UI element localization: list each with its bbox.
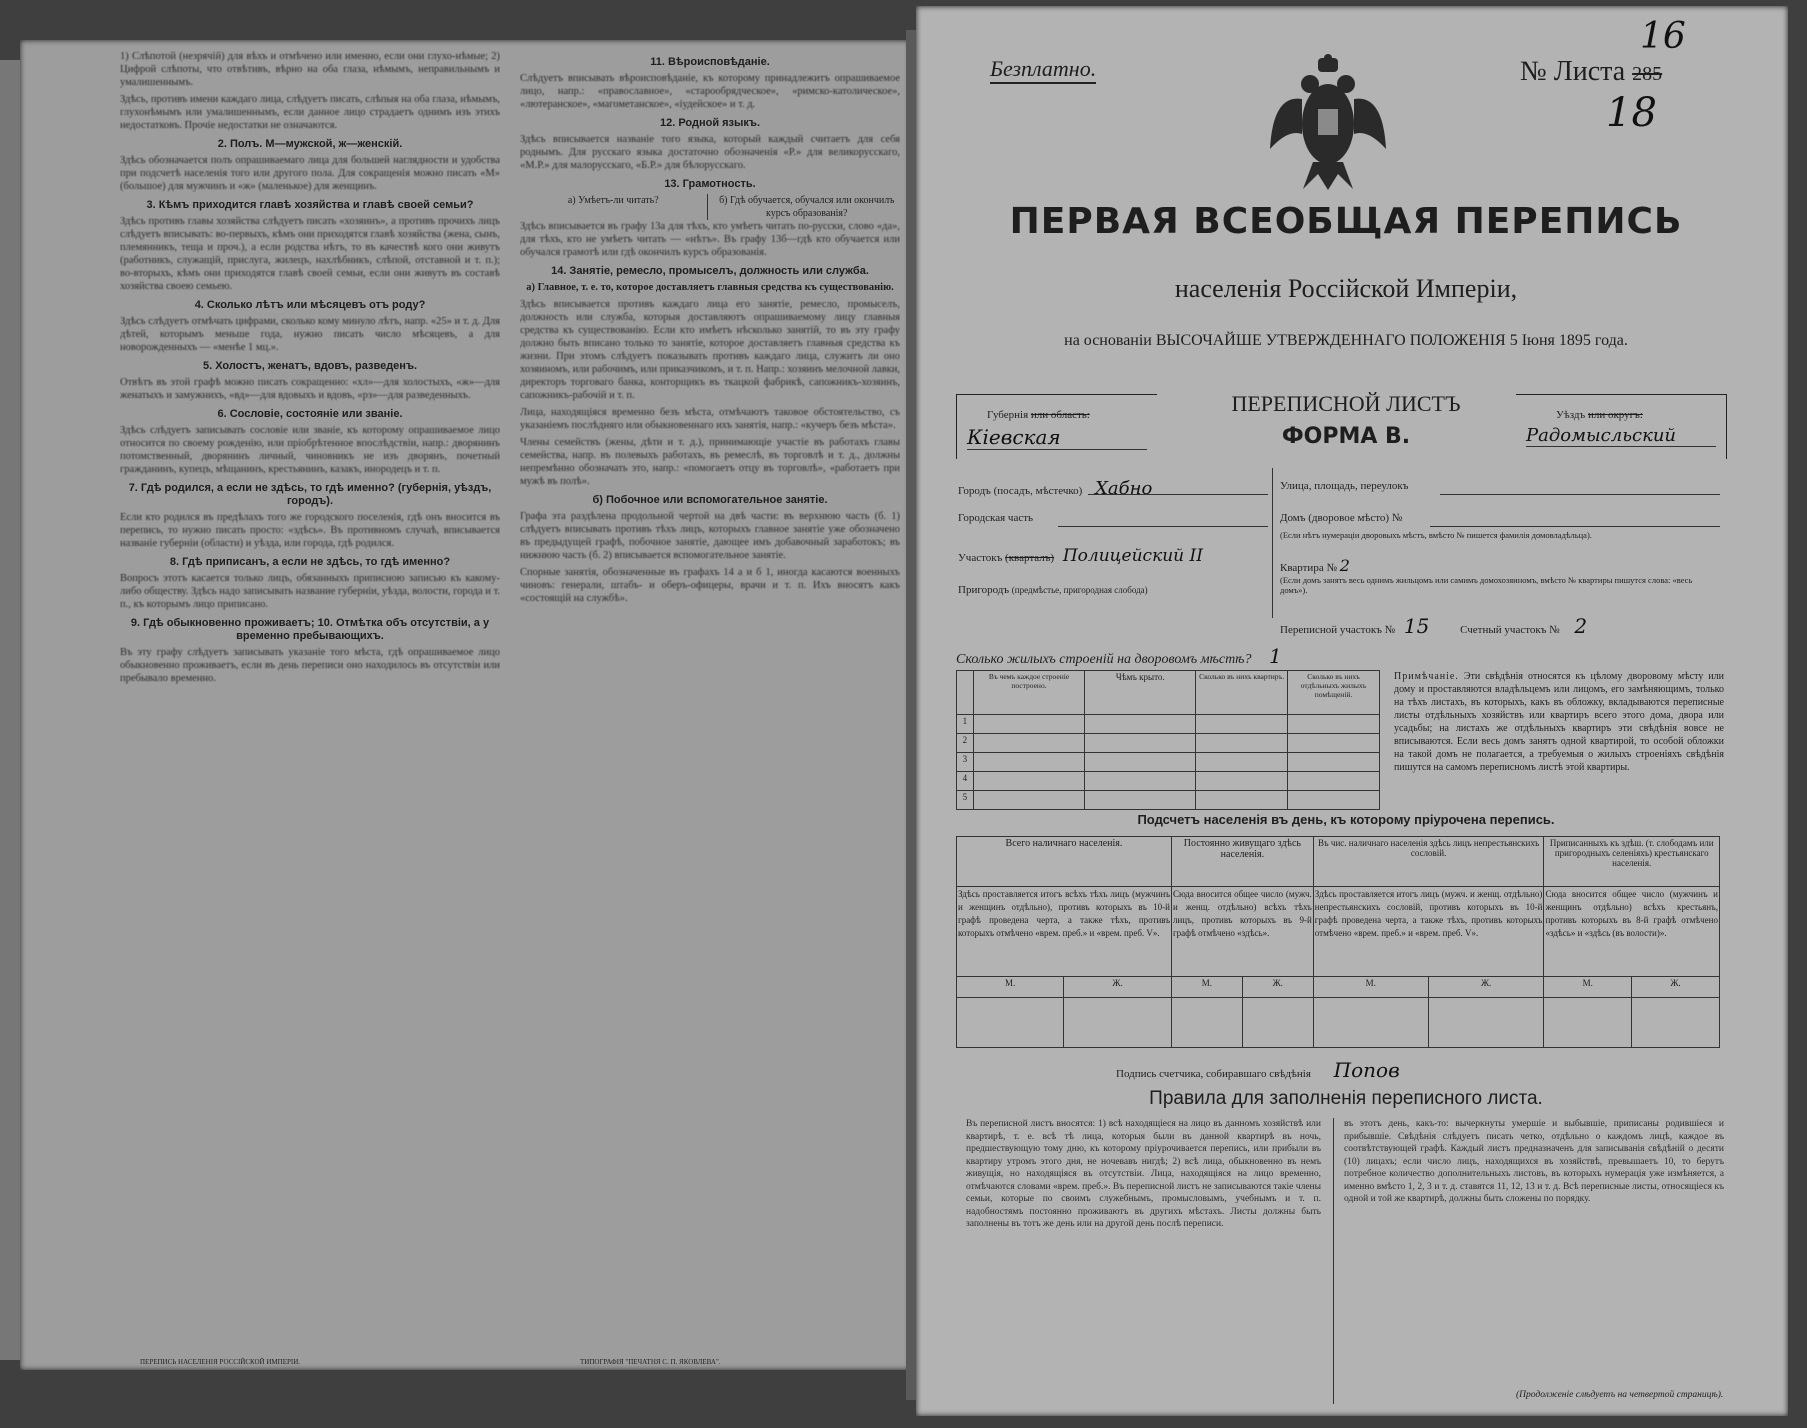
table-cell [1085,714,1196,733]
col2-h13a: а) Умѣетъ-ли читать? [520,194,708,220]
house-row [1280,512,1720,540]
col1-p7: Если кто родился въ предѣлахъ того же городского поселенія, гдѣ онъ вносится въ перепись, то нужно писать просто: «здѣсь». Въ противномъ случаѣ, вписывается названіе губерніи (области) и уѣзда, или города, гдѣ родился. [120,512,500,549]
sheet-number [1520,56,1662,88]
table-cell [1313,998,1428,1048]
city-line [1088,494,1268,495]
uezd-box [1516,394,1727,459]
table-cell [1428,998,1544,1048]
uchastok-row [958,546,1268,566]
podschet-table [956,836,1720,1048]
stroeniya-label: Сколько жилыхъ строеній на дворовомъ мѣстѣ? [956,652,1252,667]
podschet-t2: Сюда вносится общее число (мужч. и женщ. отдѣльно) всѣхъ тѣхъ лицъ, противъ которыхъ въ 9-й графѣ отмѣчено «здѣсь». [1171,887,1313,977]
stroeniya-value: 1 [1269,644,1282,668]
podschet-zh-4: Ж. [1631,977,1719,998]
podschet-mzh-row [957,977,1720,998]
signature-value: Попов [1333,1058,1400,1082]
stroeniya-table-row [957,733,1380,752]
col1-p6: Здѣсь слѣдуетъ записывать сословіе или званіе, къ которому опрашиваемое лицо относится по своему рожденію, или пріобрѣтенное впослѣдствіи, напр.: дворянинъ потомственный, дворянинъ личный, чиновникъ не изъ дворянъ, почетный гражданинъ, купецъ, мѣщанинъ, крестьянинъ, казакъ, инородецъ и т. п. [120,425,500,475]
col2-h14-sub: а) Главное, т. е. то, которое доставляетъ главныя средства къ существованію. [526,282,894,293]
city-part-line [1058,526,1268,527]
note-block [1394,670,1724,774]
guberniya-value: Кiевская [967,425,1147,450]
table-cell [1631,998,1719,1048]
col1-p9: Въ эту графу слѣдуетъ записывать указаніе того мѣста, гдѣ опрашиваемое лицо обыкновенно проживаетъ, если въ день переписи оно находилось въ отсутствіи или пребывало временно. [120,647,500,684]
stroeniya-table-header [957,671,1380,715]
col2-h12: 12. Родной языкъ. [659,117,760,129]
stroeniya-table-row [957,714,1380,733]
form-subtitle: ФОРМА В. [1281,424,1411,449]
uchastok-struck: (кварталъ) [1005,552,1055,564]
right-page [916,6,1788,1416]
rules-title: Правила для заполненія переписного листа. [1149,1088,1543,1109]
table-cell [1085,733,1196,752]
sheet-number-handwritten: 18 [1606,90,1657,136]
col1-p1: Здѣсь, противъ имени каждаго лица, слѣдуетъ писать, слѣпыя на оба глаза, нѣмымъ, глухонѣмымъ или умалишеннымъ, если данное лицо страдаетъ однимъ изъ этихъ недостатковъ. Прочіе недостатки не означаются. [120,94,500,131]
stroeniya-num-header [957,671,974,715]
double-headed-eagle-emblem [1268,54,1388,194]
col2-h11: 11. Вѣроисповѣданіе. [650,56,770,68]
house-note: (Если нѣтъ нумераціи дворовыхъ мѣстъ, вмѣсто № пишется фамилія домовладѣльца). [1280,530,1592,540]
podschet-m-2: М. [1171,977,1242,998]
table-cell [1288,790,1380,809]
kvartira-note: (Если домъ занятъ весь однимъ жильцомъ или самимъ домохозяиномъ, вмѣсто № квартиры пишутся слова: «весь домъ»). [1280,575,1693,595]
table-cell [1196,752,1288,771]
col1-p8: Вопросъ этотъ касается только лицъ, обязанныхъ приписною записью къ какому-либо обществу. Здѣсь надо записывать название губерніи, уѣзда, волости, города и т. п., къ которымъ лицо приписано. [120,573,500,610]
table-cell [1085,771,1196,790]
kvartira-label: Квартира № [1280,562,1337,574]
col2-p14c: Члены семействъ (жены, дѣти и т. д.), принимающіе участіе въ работахъ главы семейства, напр. въ полевыхъ работахъ, въ ремеслѣ, въ торговлѣ и т. д., должны непремѣнно обозначать это, напр.: «помогаетъ отцу въ торговлѣ», «работаетъ при мужѣ въ полѣ». [520,437,900,487]
table-cell [1085,752,1196,771]
col1-h5: 5. Холостъ, женатъ, вдовъ, разведенъ. [202,360,418,372]
form-title: ПЕРЕПИСНОЙ ЛИСТЪ [1231,391,1461,416]
city-part-label: Городская часть [958,512,1034,524]
col1-footer: ПЕРЕПИСЬ НАСЕЛЕНІЯ РОССІЙСКОЙ ИМПЕРІИ. [140,1358,300,1366]
stroeniya-row-num: 5 [957,790,974,809]
kvartira-value: 2 [1339,556,1350,575]
prigorod-note: (предмѣстье, пригородная слобода) [1011,585,1148,595]
left-page-column-1 [120,50,500,1350]
podschet-m-4: М. [1544,977,1632,998]
table-cell [1196,790,1288,809]
col2-h13: 13. Грамотность. [664,178,756,190]
sheet-number-label: № Листа [1520,56,1626,87]
address-divider [1272,468,1273,618]
podschet-m-1: М. [957,977,1064,998]
prigorod-label: Пригородъ [958,584,1010,596]
stroeniya-h1: Въ чемъ каждое строеніе построено. [973,671,1084,715]
col1-p5: Отвѣтъ въ этой графѣ можно писать сокращенно: «хл»—для холостыхъ, «ж»—для женатыхъ и замужнихъ, «вд»—для вдовыхъ и вдовъ, «рз»—для разведенныхъ. [120,377,500,401]
stroeniya-table-row [957,790,1380,809]
podschet-values-row [957,998,1720,1048]
table-cell [1085,790,1196,809]
uchastok-label: Участокъ [958,552,1003,564]
podschet-header-row [957,837,1720,887]
col2-p14: Здѣсь вписывается противъ каждаго лица его занятіе, ремесло, промыселъ, должность или служба, которыя доставляютъ опрашиваемому лицу главныя средства къ существованію. Если кто имѣетъ нѣсколько занятій, то въ эту графу должно быть вписано только то занятіе, которое доставляетъ главныя средства къ жизни. При этомъ слѣдуетъ показывать противъ каждаго лица, служитъ ли оно хозяиномъ, или рабочимъ, или приказчикомъ, и т. п. Напр.: хозяинъ мелочной лавки, директоръ торговаго банка, конторщикъ въ ткацкой фабрикѣ, сапожникъ-хозяинъ, сапожникъ-рабочій и т. п. [520,299,900,401]
street-label: Улица, площадь, переулокъ [1280,480,1409,492]
uezd-value: Радомысльский [1526,425,1716,447]
stroeniya-h2: Чѣмъ крыто. [1085,671,1196,715]
house-label: Домъ (дворовое мѣсто) № [1280,512,1403,524]
corner-handwritten-number: 16 [1640,16,1686,57]
col2-p11: Слѣдуетъ вписывать вѣроисповѣданіе, къ которому принадлежитъ опрашиваемое лицо, напр.: «православное», «старообрядческое», «римско-католическое», «лютеранское», «магометанское», «іудейское» и т. д. [520,73,900,110]
table-cell [973,733,1084,752]
podschet-h1: Всего наличнаго населенія. [957,837,1172,887]
table-cell [1064,998,1172,1048]
col2-p13: Здѣсь вписывается въ графу 13а для тѣхъ, кто умѣетъ читать по-русски, слово «да», для тѣхъ, кто не умѣетъ читать — «нѣтъ». Въ графу 13б—гдѣ кто обучается или обучался грамотѣ или гдѣ окончилъ курсъ образованія. [520,221,900,258]
stroeniya-row-num: 2 [957,733,974,752]
note-text: Эти свѣдѣнія относятся къ цѣлому дворовому мѣсту или дому и проставляются владѣльцемъ или лицомъ, его замѣняющимъ, только на тѣхъ листахъ, въ которыхъ, какъ въ обложку, вкладываются переписные листы отдѣльныхъ хозяйствъ или квартиръ всего этого дома, двора или усадьбы; на листахъ же отдѣльныхъ квартиръ эти свѣдѣнія вовсе не вписываются. Если весь домъ занятъ одной квартирой, то особой обложки на такой домъ не полагается, а требуемыя о жилыхъ строеніяхъ свѣдѣнія пишутся на самомъ переписномъ листѣ этой квартиры. [1394,671,1724,773]
document-legal-basis: на основаніи ВЫСОЧАЙШЕ УТВЕРЖДЕННАГО ПОЛОЖЕНІЯ 5 Іюня 1895 года. [1064,332,1628,349]
table-cell [1288,714,1380,733]
col2-p14d: Графа эта раздѣлена продольной чертой на двѣ части: въ верхнюю часть (б. 1) слѣдуетъ вписывать противъ тѣхъ лицъ, которыхъ главное занятіе уже обозначено въ предыдущей графѣ, побочное занятіе, дающее имъ добавочный заработокъ; въ нижнюю часть (б. 2) вписывается вспомогательное занятіе. [520,511,900,561]
table-cell [973,790,1084,809]
table-cell [1171,998,1242,1048]
col1-h4: 4. Сколько лѣтъ или мѣсяцевъ отъ роду? [194,299,426,311]
document-title: ПЕРВАЯ ВСЕОБЩАЯ ПЕРЕПИСЬ [1009,201,1683,242]
signature-row [1116,1058,1676,1082]
uchastki-row [1280,614,1720,638]
left-page-column-2 [520,50,900,1350]
col2-footer: ТИПОГРАФІЯ "ПЕЧАТНЯ С. П. ЯКОВЛЕВА". [580,1358,721,1366]
col1-p3: Здѣсь противъ главы хозяйства слѣдуетъ писать «хозяинъ», а противъ прочихъ лицъ слѣдуетъ вписывать: во-первыхъ, кѣмъ они приходятся главѣ хозяйства (жена, сынъ, племянникъ, теща и проч.), а если родства нѣтъ, то въ качествѣ кого они живутъ (работникъ, служащій, прислуга, жилецъ, нахлѣбникъ, слѣпой, отставной и т. п.); во-вторыхъ, кѣмъ они приходятся главѣ своей семьи, если они живутъ въ составѣ хозяйства своею семьею. [120,216,500,292]
podschet-h3: Въ чис. наличнаго населенія здѣсь лицъ непрестьянскихъ сословій. [1313,837,1544,887]
col2-h13-subheads [520,194,900,220]
col2-p14e: Спорные занятія, обозначенные въ графахъ 14 а и б 1, иногда касаются военныхъ чиновъ: генерали, штабъ- и оберъ-офицеры, врачи и т. п. Ихъ вносятъ какъ «состоящій на службѣ». [520,567,900,604]
col1-p4: Здѣсь слѣдуетъ отмѣчать цифрами, сколько кому минуло лѣтъ, напр. «25» и т. д. Для дѣтей, которымъ меньше года, нужно писать число мѣсяцевъ, а для новорожденныхъ — «менѣе 1 мц.». [120,316,500,353]
table-cell [1196,714,1288,733]
kvartira-row [1280,556,1720,595]
col1-h2: 2. Полъ. М—мужской, ж—женскій. [217,138,403,150]
stroeniya-table [956,670,1380,810]
stroeniya-table-row [957,771,1380,790]
city-part-row [958,512,1268,524]
signature-label: Подпись счетчика, собиравшаго свѣдѣнія [1116,1068,1311,1080]
col2-h14: 14. Занятіе, ремесло, промыселъ, должность или служба. [551,265,869,277]
stroeniya-h4: Сколько въ нихъ отдѣльныхъ жилыхъ помѣщеній. [1288,671,1380,715]
rules-column-2: въ этотъ день, какъ-то: вычеркнуты умершіе и выбывшіе, приписаны родившіеся и прибывшіе. Свѣдѣнія слѣдуетъ писать четко, отдѣльно о каждомъ лицѣ, каждое въ соотвѣтствующей графѣ. Каждый листъ предназначенъ для записыванія свѣдѣній о десяти (10) лицахъ; если число лицъ, находящихся въ хозяйствѣ, превышаетъ 10, то берутъ потребное количество дополнительныхъ листовъ, въ которыхъ нумерація уже измѣняется, а именно вмѣсто 1, 2, 3 и т. д. ставятся 11, 12, 13 и т. д. Всѣ переписные листы, относящіеся къ одной и той же квартирѣ, должны быть сложены по порядку. [1344,1119,1724,1204]
table-cell [1288,771,1380,790]
podschet-t4: Сюда вносится общее число (мужчинъ и женщинъ отдѣльно) всѣхъ крестьянъ, противъ которыхъ въ 8-й графѣ отмѣчено «здѣсь» и «здѣсь (въ волости)». [1544,887,1720,977]
uezd-struck: или округъ: [1587,409,1643,421]
schet-uchastok-label: Счетный участокъ № [1460,624,1560,636]
podschet-title: Подсчетъ населенія въ день, къ которому пріурочена перепись. [1137,812,1555,827]
table-cell [1196,733,1288,752]
guberniya-box [956,394,1157,459]
podschet-h4: Приписанныхъ къ здѣш. (т. слободамъ или пригородныхъ селеніяхъ) крестьянскаго населенія. [1544,837,1720,887]
table-cell [1196,771,1288,790]
note-label: Примѣчаніе. [1394,671,1459,682]
col1-h9: 9. Гдѣ обыкновенно проживаетъ; 10. Отмѣтка объ отсутствіи, а у временно пребывающихъ. [130,617,490,642]
city-value: Хабно [1095,478,1153,499]
col2-p12: Здѣсь вписывается названіе того языка, который каждый считаетъ для себя роднымъ. Для русскаго языка достаточно обозначенія «Р.» для великорусскаго, «М.Р.» для малорусскаго, «Б.Р.» для бѣлорусскаго. [520,134,900,171]
table-cell [957,998,1064,1048]
sheet-number-struck: 285 [1632,63,1663,85]
table-cell [973,714,1084,733]
guberniya-label: Губернія [987,409,1029,421]
podschet-zh-3: Ж. [1428,977,1544,998]
stroeniya-row-num: 3 [957,752,974,771]
free-label: Безплатно. [990,56,1096,84]
city-row [958,478,1268,499]
stroeniya-row-num: 4 [957,771,974,790]
schet-uchastok-value: 2 [1574,614,1588,638]
podschet-zh-1: Ж. [1064,977,1172,998]
stroeniya-row [956,644,1556,668]
table-cell [973,752,1084,771]
podschet-m-3: М. [1313,977,1428,998]
col2-p14b: Лица, находящіяся временно безъ мѣста, отмѣчаютъ таковое обстоятельство, съ указаніемъ послѣдняго или обыкновеннаго ихъ занятія, напр.: «кучеръ безъ мѣста». [520,407,900,431]
stroeniya-table-row [957,752,1380,771]
podschet-zh-2: Ж. [1242,977,1313,998]
perepis-uchastok-value: 15 [1403,614,1430,638]
col2-h14b: б) Побочное или вспомогательное занятіе. [592,494,828,506]
col1-h3: 3. Кѣмъ приходится главѣ хозяйства и главѣ своей семьи? [146,199,474,211]
uchastok-value: Полицейский II [1062,546,1203,566]
col1-h8: 8. Гдѣ приписанъ, а если не здѣсь, то гдѣ именно? [169,556,451,568]
table-cell [973,771,1084,790]
rules-column-1: Въ переписной листъ вносятся: 1) всѣ находящіеся на лицо въ данномъ хозяйствѣ или квартирѣ, т. е. всѣ тѣ лица, которыя были въ данной квартирѣ въ ночь, предшествующую тому дню, къ которому пріурочивается перепись, или прибыли въ квартиру утромъ этого дня, не ночевавъ нигдѣ; 2) всѣ лица, обыкновенно въ немъ живущія, но находящіяся въ отсутствіи. Лица, находящіяся на лицо временно, отмѣчаются словами «врем. преб.». Въ переписной листъ не записываются такіе члены семьи, которые по своимъ служебнымъ, промысловымъ, учебнымъ и т. п. надобностямъ постоянно проживаютъ въ другихъ мѣстахъ. Листы должны быть заполнены въ тотъ же день или на другой день послѣ переписи. [966,1119,1321,1229]
table-cell [1242,998,1313,1048]
table-cell [1544,998,1632,1048]
stroeniya-row-num: 1 [957,714,974,733]
stroeniya-h3: Сколько въ нихъ квартиръ. [1196,671,1288,715]
podschet-text-row [957,887,1720,977]
table-cell [1288,733,1380,752]
perepis-uchastok-label: Переписной участокъ № [1280,624,1396,636]
podschet-t3: Здѣсь проставляется итогъ лицъ (мужч. и женщ. отдѣльно) непрестьянскихъ сословій, противъ которыхъ въ 10-й графѣ проведена черта, а также тѣхъ, противъ которыхъ отмѣчено «врем. преб.» и «врем. преб. V». [1313,887,1544,977]
col1-intro: 1) Слѣпотой (незрячій) для вѣхъ и отмѣчено или именно, если они глухо-нѣмые; 2) Цифрой слѣпоты, что отвѣтивъ, вѣрно на оба глаза, нѣмымъ, неправильнымъ и умалишеннымъ. [120,51,500,88]
col1-h6: 6. Сословіе, состояніе или званіе. [217,408,403,420]
col2-h13b: б) Гдѣ обучается, обучался или окончилъ курсъ образованія? [719,195,895,219]
uezd-label-row [1556,409,1643,421]
house-line [1430,526,1720,527]
podschet-t1: Здѣсь проставляется итогъ всѣхъ тѣхъ лицъ (мужчинъ и женщинъ отдѣльно), противъ которыхъ въ 10-й графѣ проведена черта, а также тѣхъ, противъ которыхъ отмѣчено «врем. преб.» и «врем. преб. V». [957,887,1172,977]
rules-continuation: (Продолженіе слѣдуетъ на четвертой страницѣ). [1516,1390,1724,1400]
city-label: Городъ (посадъ, мѣстечко) [958,485,1083,497]
street-line [1440,494,1720,495]
rules-divider [1333,1118,1334,1404]
left-page [20,40,910,1370]
table-cell [1288,752,1380,771]
guberniya-label-row [987,409,1090,421]
col1-p2: Здѣсь обозначается полъ опрашиваемаго лица для большей наглядности и удобства при подсчетѣ населенія того или другого пола. Для сокращенія можно писать «М» (большое) для мужчинъ и «ж» (маленькое) для женщинъ. [120,155,500,192]
prigorod-row [958,584,1268,596]
guberniya-struck: или область: [1030,409,1090,421]
podschet-h2: Постоянно живущаго здѣсь населенія. [1171,837,1313,887]
document-subtitle: населенія Россійской Имперіи, [1174,274,1518,303]
col1-h7: 7. Гдѣ родился, а если не здѣсь, то гдѣ именно? (губернія, уѣздъ, городъ). [128,482,492,507]
uezd-label: Уѣздъ [1556,409,1586,421]
street-row [1280,480,1720,492]
